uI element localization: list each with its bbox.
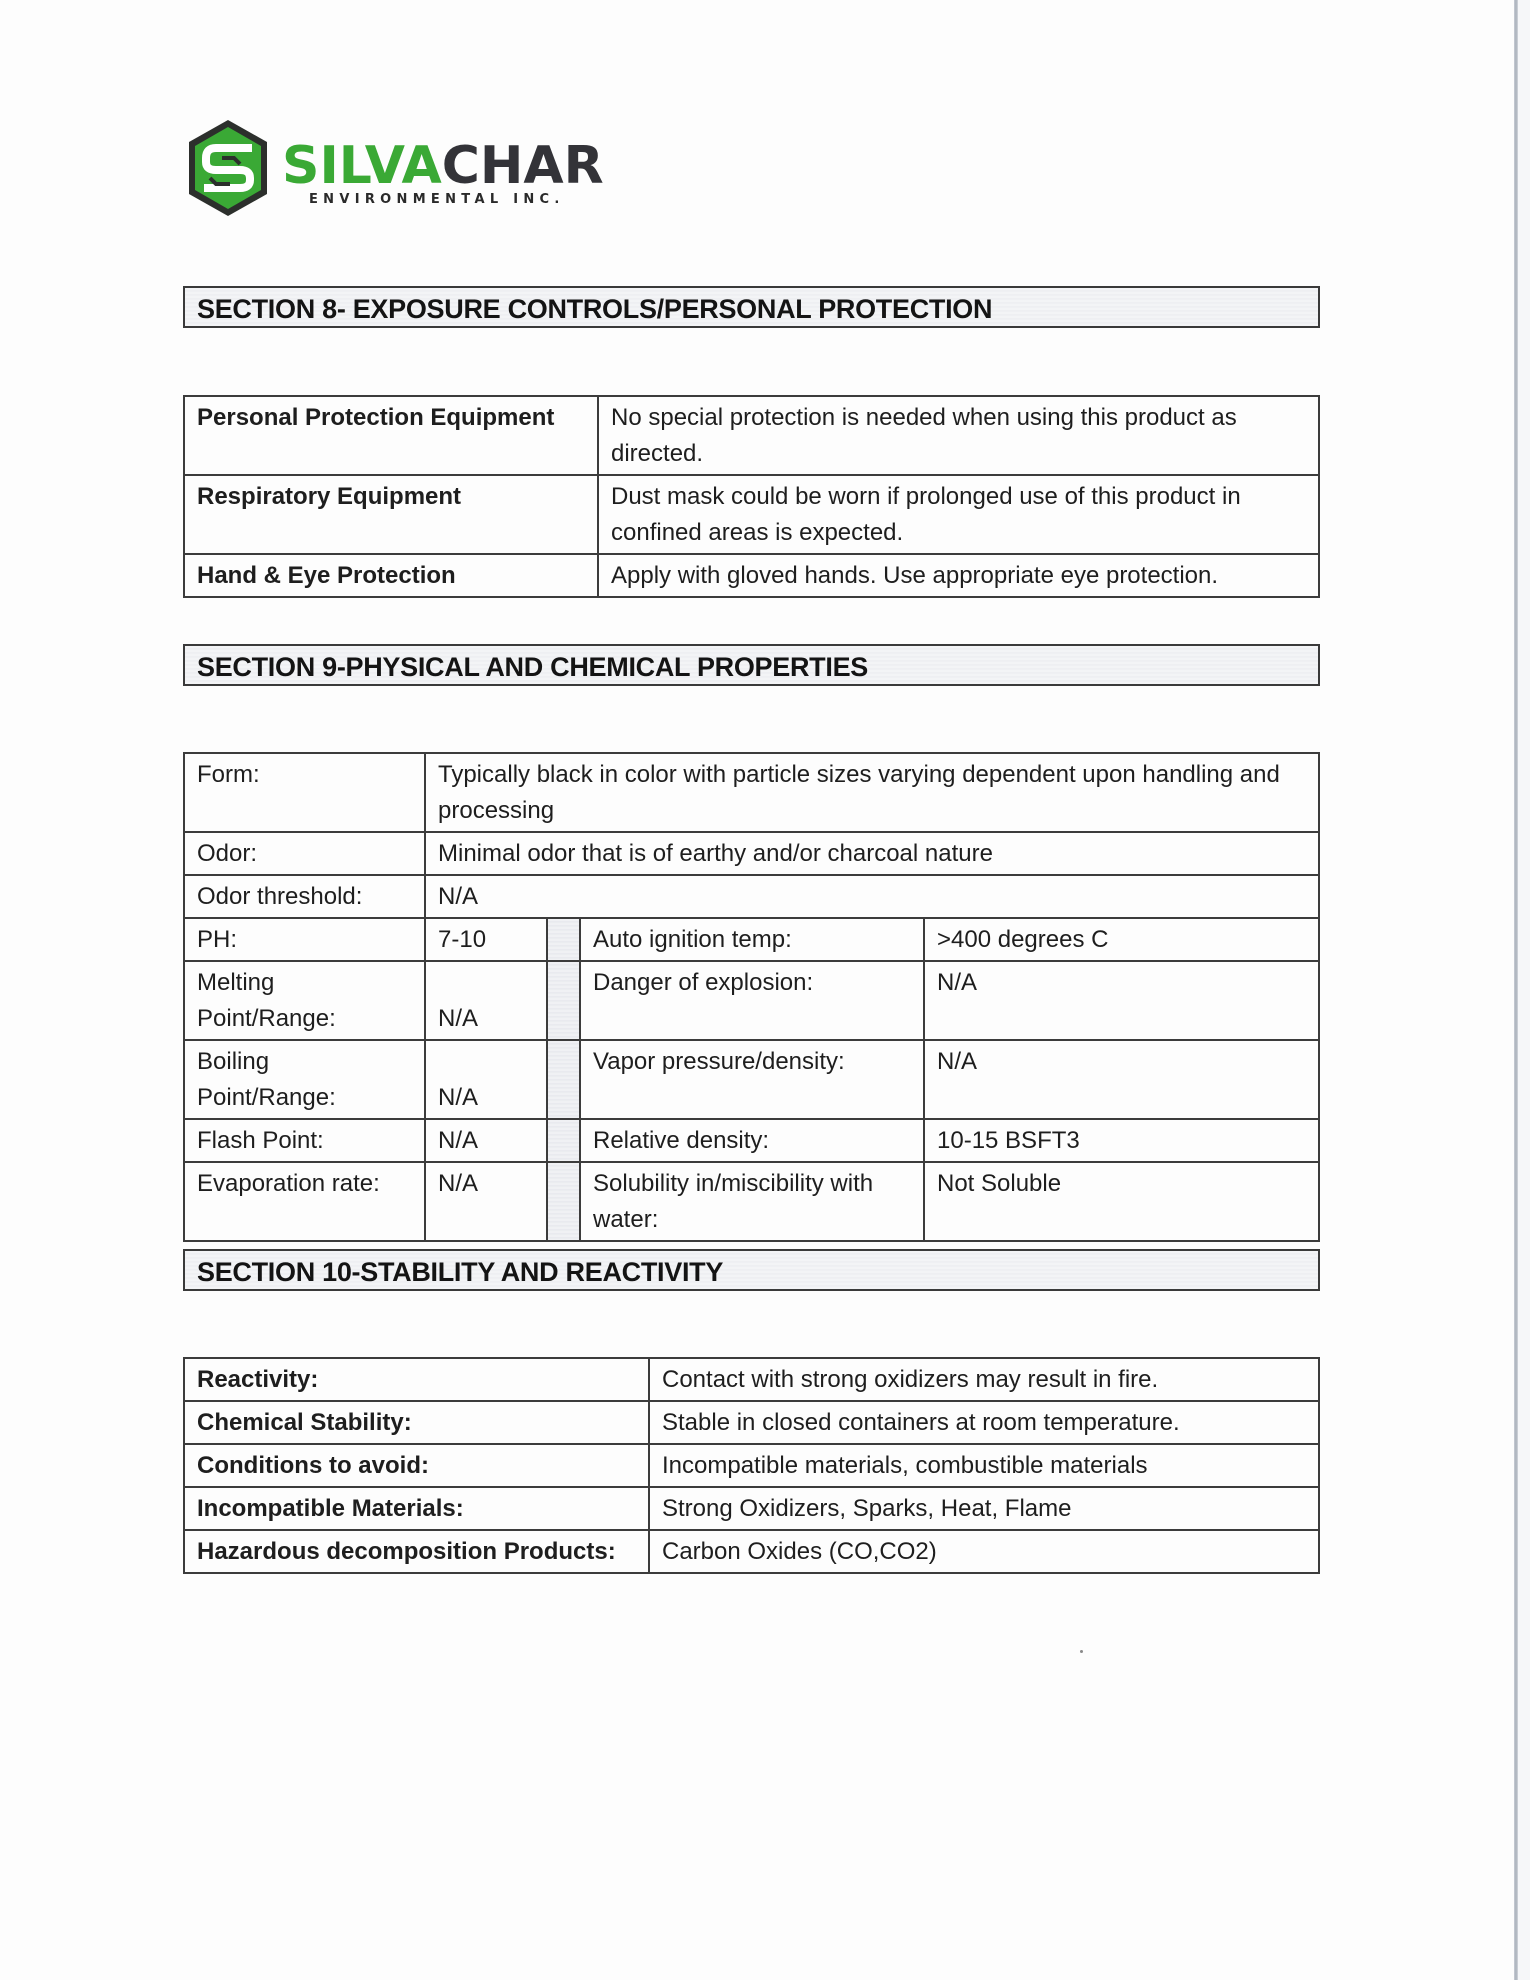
row-value: Contact with strong oxidizers may result in fire. xyxy=(649,1358,1319,1401)
spacer-cell xyxy=(547,1162,580,1241)
brand-name-dark: CHAR xyxy=(441,136,604,196)
table-row xyxy=(184,1358,1319,1401)
row-label: Melting Point/Range: xyxy=(184,961,425,1040)
table-row xyxy=(184,918,1319,961)
row-value-2: >400 degrees C xyxy=(924,918,1319,961)
row-label: Personal Protection Equipment xyxy=(184,396,598,475)
row-label: Flash Point: xyxy=(184,1119,425,1162)
section-9-table xyxy=(183,752,1320,1242)
table-row xyxy=(184,961,1319,1040)
row-value: No special protection is needed when using this product as directed. xyxy=(598,396,1319,475)
row-value: Strong Oxidizers, Sparks, Heat, Flame xyxy=(649,1487,1319,1530)
brand-name-green: SILVA xyxy=(282,136,442,196)
table-row xyxy=(184,1040,1319,1119)
row-value: Typically black in color with particle sizes varying dependent upon handling and processing xyxy=(425,753,1319,832)
row-label: Hazardous decomposition Products: xyxy=(184,1530,649,1573)
table-row xyxy=(184,1401,1319,1444)
row-label: Odor: xyxy=(184,832,425,875)
section-10-table xyxy=(183,1357,1320,1574)
row-label-2: Relative density: xyxy=(580,1119,924,1162)
table-row xyxy=(184,1162,1319,1241)
table-row xyxy=(184,753,1319,832)
row-value-2: N/A xyxy=(924,1040,1319,1119)
spacer-cell xyxy=(547,1040,580,1119)
row-value: N/A xyxy=(425,1162,547,1241)
scan-page-margin xyxy=(1518,0,1530,1980)
row-label: Form: xyxy=(184,753,425,832)
brand-subtitle: ENVIRONMENTAL INC. xyxy=(309,192,565,207)
row-value: N/A xyxy=(425,961,547,1040)
spacer-cell xyxy=(547,961,580,1040)
table-row xyxy=(184,396,1319,475)
hexagon-s-logo-icon xyxy=(186,118,270,218)
row-value: N/A xyxy=(425,875,1319,918)
table-row xyxy=(184,1444,1319,1487)
row-label: Boiling Point/Range: xyxy=(184,1040,425,1119)
table-row xyxy=(184,1487,1319,1530)
row-value: N/A xyxy=(425,1040,547,1119)
section-8-table xyxy=(183,395,1320,598)
row-value-2: N/A xyxy=(924,961,1319,1040)
row-label: Odor threshold: xyxy=(184,875,425,918)
row-label: Chemical Stability: xyxy=(184,1401,649,1444)
scan-speck xyxy=(1080,1650,1083,1653)
row-value-2: Not Soluble xyxy=(924,1162,1319,1241)
table-row xyxy=(184,554,1319,597)
section-8-title: SECTION 8- EXPOSURE CONTROLS/PERSONAL PROTECTION xyxy=(197,294,993,324)
row-label: Respiratory Equipment xyxy=(184,475,598,554)
row-value: Carbon Oxides (CO,CO2) xyxy=(649,1530,1319,1573)
row-label: Reactivity: xyxy=(184,1358,649,1401)
section-9-header xyxy=(183,644,1320,686)
section-10-title: SECTION 10-STABILITY AND REACTIVITY xyxy=(197,1257,724,1287)
row-value: N/A xyxy=(425,1119,547,1162)
table-row xyxy=(184,875,1319,918)
row-label: PH: xyxy=(184,918,425,961)
row-label-2: Vapor pressure/density: xyxy=(580,1040,924,1119)
row-value: Incompatible materials, combustible materials xyxy=(649,1444,1319,1487)
row-value: Minimal odor that is of earthy and/or charcoal nature xyxy=(425,832,1319,875)
row-label: Incompatible Materials: xyxy=(184,1487,649,1530)
table-row xyxy=(184,1530,1319,1573)
section-8-header xyxy=(183,286,1320,328)
row-value: Stable in closed containers at room temperature. xyxy=(649,1401,1319,1444)
section-10-header xyxy=(183,1249,1320,1291)
row-value-2: 10-15 BSFT3 xyxy=(924,1119,1319,1162)
section-9-title: SECTION 9-PHYSICAL AND CHEMICAL PROPERTIES xyxy=(197,652,868,682)
row-label: Conditions to avoid: xyxy=(184,1444,649,1487)
row-label-2: Danger of explosion: xyxy=(580,961,924,1040)
brand-name xyxy=(282,136,604,196)
spacer-cell xyxy=(547,918,580,961)
spacer-cell xyxy=(547,1119,580,1162)
row-label-2: Auto ignition temp: xyxy=(580,918,924,961)
row-value: Apply with gloved hands. Use appropriate eye protection. xyxy=(598,554,1319,597)
table-row xyxy=(184,475,1319,554)
row-label-2: Solubility in/miscibility with water: xyxy=(580,1162,924,1241)
row-label: Hand & Eye Protection xyxy=(184,554,598,597)
table-row xyxy=(184,1119,1319,1162)
table-row xyxy=(184,832,1319,875)
row-value: 7-10 xyxy=(425,918,547,961)
company-logo xyxy=(186,118,604,223)
row-label: Evaporation rate: xyxy=(184,1162,425,1241)
row-value: Dust mask could be worn if prolonged use of this product in confined areas is expected. xyxy=(598,475,1319,554)
